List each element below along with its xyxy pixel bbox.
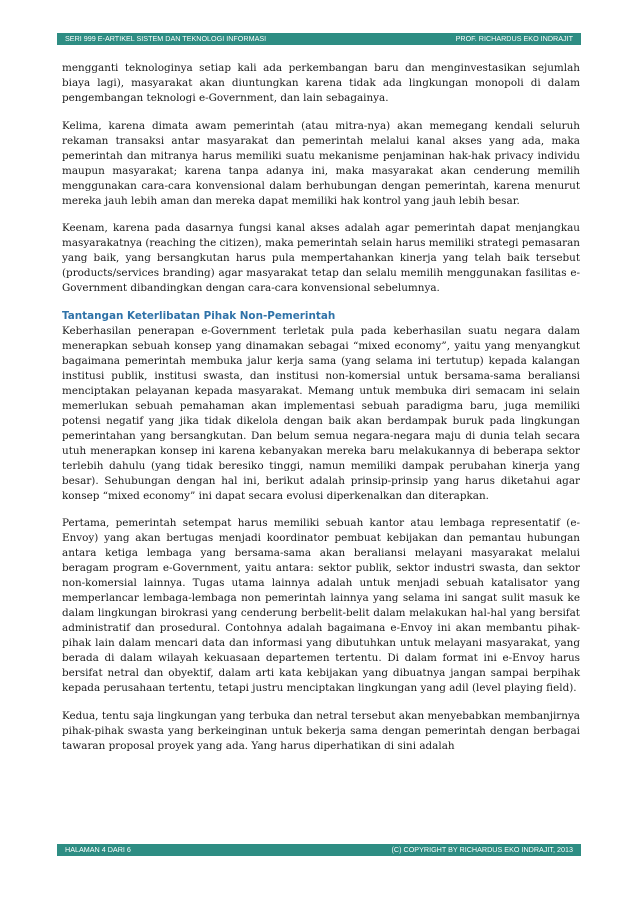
footer-page-number: HALAMAN 4 DARI 6: [65, 845, 131, 854]
section-heading: Tantangan Keterlibatan Pihak Non-Pemerintah: [62, 309, 336, 322]
page-footer-bar: [57, 844, 581, 856]
header-series-title: SERI 999 E-ARTIKEL SISTEM DAN TEKNOLOGI INFORMASI: [65, 34, 267, 43]
paragraph-1: mengganti teknologinya setiap kali ada perkembangan baru dan menginvestasikan sejumlah biaya lagi), masyarakat akan diuntungkan karena tidak ada lingkungan monopoli di dalam pengembangan teknologi e-Government, dan lain sebagainya.: [62, 62, 580, 104]
page-header-bar: [57, 33, 581, 45]
paragraph-6: Kedua, tentu saja lingkungan yang terbuka dan netral tersebut akan menyebabkan membanjirnya pihak-pihak swasta yang berkeinginan untuk bekerja sama dengan pemerintah dengan berbagai tawaran proposal proyek yang ada. Yang harus diperhatikan di sini adalah: [62, 709, 580, 752]
article-body: [62, 61, 580, 766]
paragraph-4: Keberhasilan penerapan e-Government terletak pula pada keberhasilan suatu negara dalam menerapkan sebuah konsep yang dinamakan sebagai “mixed economy”, yaitu yang menyangkut bagaimana pemerintah membuka jalur kerja sama (yang selama ini tertutup) kepada kalangan institusi publik, institusi swasta, dan institusi non-komersial untuk bersama-sama beraliansi menciptakan pelayanan kepada masyarakat. Memang untuk membuka diri semacam ini selain memerlukan sebuah pemahaman akan implementasi sebuah paradigma baru, juga memiliki potensi negatif yang jika tidak dikelola dengan baik akan berdampak buruk pada lingkungan pemerintahan yang bersangkutan. Dan belum semua negara-negara maju di dunia telah secara utuh menerapkan konsep ini karena kebanyakan mereka baru melakukannya di beberapa sektor terlebih dahulu (yang tidak beresiko tinggi, namun memiliki dampak perubahan kinerja yang besar). Sehubungan dengan hal ini, berikut adalah prinsip-prinsip yang harus diketahui agar konsep “mixed economy” ini dapat secara evolusi diperkenalkan dan diterapkan.: [62, 324, 580, 502]
footer-copyright: (C) COPYRIGHT BY RICHARDUS EKO INDRAJIT, 2013: [391, 845, 573, 854]
paragraph-3: Keenam, karena pada dasarnya fungsi kanal akses adalah agar pemerintah dapat menjangkau masyarakatnya (reaching the citizen), maka pemerintah selain harus memiliki strategi pemasaran yang baik, yang bersangkutan harus pula mempertahankan kinerja yang telah baik tersebut (products/services branding) agar masyarakat tetap dan selalu memilih menggunakan fasilitas e-Government dibandingkan dengan cara-cara konvensional sebelumnya.: [62, 222, 580, 294]
header-author: PROF. RICHARDUS EKO INDRAJIT: [455, 34, 573, 43]
paragraph-2: Kelima, karena dimata awam pemerintah (atau mitra-nya) akan memegang kendali seluruh rekaman transaksi antar masyarakat dan pemerintah melalui kanal akses yang ada, maka pemerintah dan mitranya harus memiliki suatu mekanisme penjaminan hak-hak privacy individu maupun masyarakat; karena tanpa adanya ini, maka masyarakat akan cenderung memilih menggunakan cara-cara konvensional dalam berhubungan dengan pemerintah, karena menurut mereka jauh lebih aman dan mereka dapat memiliki hak kontrol yang jauh lebih besar.: [62, 119, 580, 207]
paragraph-5: Pertama, pemerintah setempat harus memiliki sebuah kantor atau lembaga representatif (e-Envoy) yang akan bertugas menjadi koordinator pembuat kebijakan dan pemantau hubungan antara ketiga lembaga yang bersama-sama akan beraliansi melayani masyarakat melalui beragam program e-Government, yaitu antara: sektor publik, sektor industri swasta, dan sektor non-komersial lainnya. Tugas utama lainnya adalah untuk menjadi sebuah katalisator yang memperlancar lembaga-lembaga non pemerintah lainnya yang selama ini sangat sulit masuk ke dalam lingkungan birokrasi yang cenderung berbelit-belit dalam melakukan hal-hal yang bersifat administratif dan prosedural. Contohnya adalah bagaimana e-Envoy ini akan membantu pihak-pihak lain dalam mencari data dan informasi yang dibutuhkan untuk melayani masyarakat, yang berada di dalam wilayah kekuasaan departemen tertentu. Di dalam format ini e-Envoy harus bersifat netral dan obyektif, dalam arti kata kebijakan yang dibuatnya jangan sampai berpihak kepada perusahaan tertentu, tetapi justru menciptakan lingkungan yang adil (level playing field).: [62, 517, 580, 694]
